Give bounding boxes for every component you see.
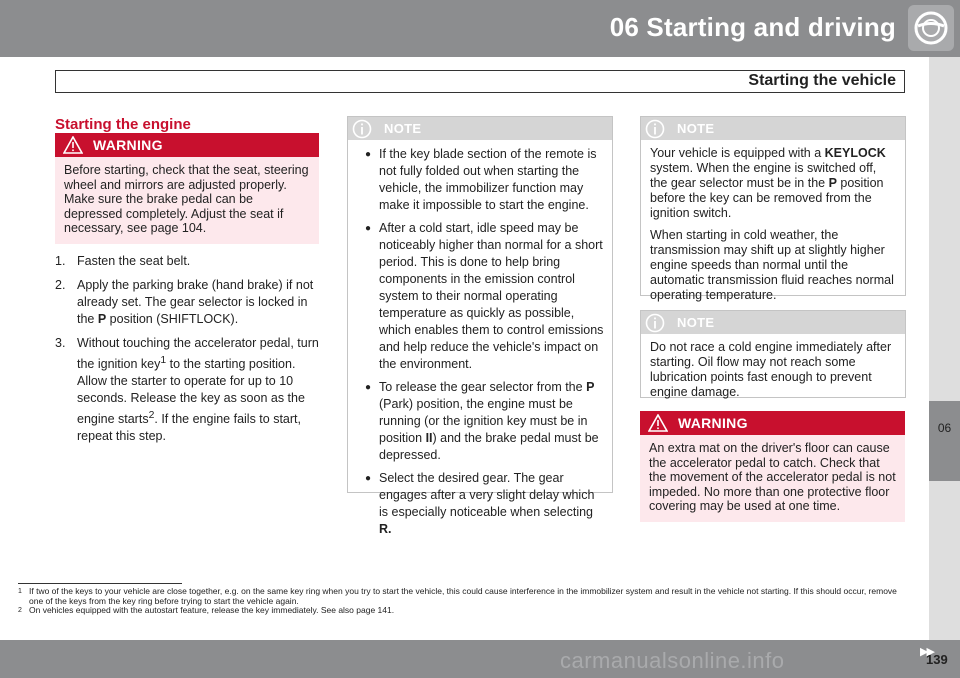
note-title: NOTE (677, 121, 715, 136)
note-header (348, 117, 612, 140)
warning-title: WARNING (93, 137, 163, 153)
note-box (640, 310, 906, 398)
footnote-number: 1 (18, 588, 22, 595)
next-page-arrows-icon[interactable]: ▶▶ (920, 646, 933, 658)
warning-text: An extra mat on the driver's floor can cause the accelerator pedal to catch. Check that the movement of the accelerator pedal is not impeded. No more than one protective floor covering may be used at one time. (649, 441, 896, 513)
note-text-bold: KEYLOCK (824, 146, 886, 160)
warning-box (55, 133, 319, 244)
steps-list (55, 253, 325, 452)
bullet-text-bold: II (425, 431, 433, 445)
step-text-part: Without touching the accelerator pedal, turn the ignition key (77, 336, 319, 372)
bullet-dot: ● (364, 223, 372, 234)
bullet-dot: ● (364, 382, 372, 393)
warning-title: WARNING (678, 415, 748, 431)
info-icon (352, 119, 372, 139)
step-text: Fasten the seat belt. (77, 254, 191, 268)
note-text-part: system. When the engine is switched off, the gear selector must be in the (650, 161, 877, 190)
note-box (640, 116, 906, 302)
bullet-item (357, 220, 604, 373)
bullet-text-bold: P (586, 380, 595, 394)
bullet-text-part: (Park) position, the engine must be running (or the ignition key must be in position (379, 397, 588, 445)
bullet-text-part: To release the gear selector from the (379, 380, 587, 394)
step-number: 3. (55, 336, 66, 350)
step-text-part: position (SHIFTLOCK). (106, 312, 239, 326)
step-text-part: Apply the parking brake (hand brake) if not already set. The gear selector is locked in the (77, 278, 314, 326)
note-body (348, 140, 612, 552)
section-subtitle: Starting the vehicle (748, 72, 896, 89)
note-text-bold: P (828, 176, 837, 190)
footnote (18, 587, 913, 606)
step-item (55, 253, 325, 270)
note-text-part: Your vehicle is equipped with a (650, 146, 825, 160)
note-body (641, 140, 905, 318)
chapter-title: 06 Starting and driving (609, 12, 896, 42)
footnote-ref[interactable]: 2 (148, 410, 155, 422)
side-strip (929, 57, 960, 640)
footnote (18, 606, 913, 616)
watermark: carmanualsonline.info (560, 648, 785, 673)
step-number: 1. (55, 254, 66, 268)
footer-bar (0, 640, 960, 678)
bullet-text: After a cold start, idle speed may be noticeably higher than normal for a short period. This is done to help bring components in the emission control system to their normal operating temperature as quickly as possible, which enables them to control emissions and help reduce the vehicle's impact on the environment. (379, 221, 604, 371)
bullet-item (357, 146, 604, 214)
section-subtitle-box (55, 70, 905, 93)
note-bullet-list (357, 146, 604, 538)
bullet-text-part: Select the desired gear. The gear engages after a very slight delay which is especially noticeable when selecting (379, 471, 595, 519)
step-item (55, 277, 325, 328)
step-text (77, 335, 325, 445)
note-body: Do not race a cold engine immediately after starting. Oil flow may not reach some lubrication points fast enough to prevent engine damage. (650, 340, 892, 399)
note-box (347, 116, 613, 536)
note-paragraph: When starting in cold weather, the transmission may shift up at slightly higher engine speeds than normal until the automatic transmission fluid reaches normal operating temperature. (650, 228, 894, 302)
footnote-divider (18, 583, 182, 584)
step-text (77, 277, 325, 328)
note-paragraph (650, 146, 897, 221)
bullet-text (379, 379, 604, 464)
warning-triangle-icon (63, 136, 83, 154)
info-icon (645, 119, 665, 139)
bullet-text: If the key blade section of the remote is not fully folded out when starting the vehicle, the immobilizer function may make it impossible to start the engine. (379, 147, 597, 212)
bullet-text (379, 470, 604, 538)
step-text-bold: P (97, 312, 107, 326)
step-text-part: . If the engine fails to start, repeat this step. (77, 412, 301, 444)
bullet-text-bold: R. (379, 522, 392, 536)
bullet-item (357, 470, 604, 538)
info-icon (645, 313, 665, 333)
note-header (641, 117, 905, 140)
warning-text: Before starting, check that the seat, steering wheel and mirrors are adjusted properly. Make sure the brake pedal can be depressed completely. Adjust the seat if necessary, see page 104. (64, 163, 309, 235)
note-title: NOTE (677, 315, 715, 330)
footnote-ref[interactable]: 1 (160, 355, 167, 366)
chapter-tab-label: 06 (937, 421, 952, 435)
warning-box (640, 411, 905, 522)
step-text-part: to the starting position. Allow the starter to operate for up to 10 seconds. Release the key as soon as the engine starts (77, 357, 305, 427)
warning-triangle-icon (648, 414, 668, 432)
step-number: 2. (55, 278, 66, 292)
footnote-number: 2 (18, 607, 22, 614)
footnotes (18, 587, 913, 616)
note-header (641, 311, 905, 334)
warning-header (55, 133, 319, 157)
chapter-tab[interactable] (929, 401, 960, 481)
bullet-item (357, 379, 604, 464)
note-title: NOTE (384, 121, 422, 136)
warning-header (640, 411, 905, 435)
steering-wheel-icon (908, 5, 954, 51)
bullet-dot: ● (364, 473, 372, 484)
page-number: 139 (926, 652, 948, 667)
footnote-text: On vehicles equipped with the autostart feature, release the key immediately. See also page 141. (29, 605, 395, 615)
note-text-part: position before the key can be removed from the ignition switch. (650, 176, 884, 220)
section-heading: Starting the engine (55, 116, 191, 133)
bullet-dot: ● (364, 149, 372, 160)
step-item (55, 335, 325, 445)
bullet-text-part: ) and the brake pedal must be depressed. (379, 431, 599, 462)
footnote-text: If two of the keys to your vehicle are close together, e.g. on the same key ring when you try to start the vehicle, this could cause interference in the immobilizer system and result in the vehicle not starting. If this should occur, remove one of the keys from the key ring before trying to start the vehicle again. (29, 586, 897, 606)
